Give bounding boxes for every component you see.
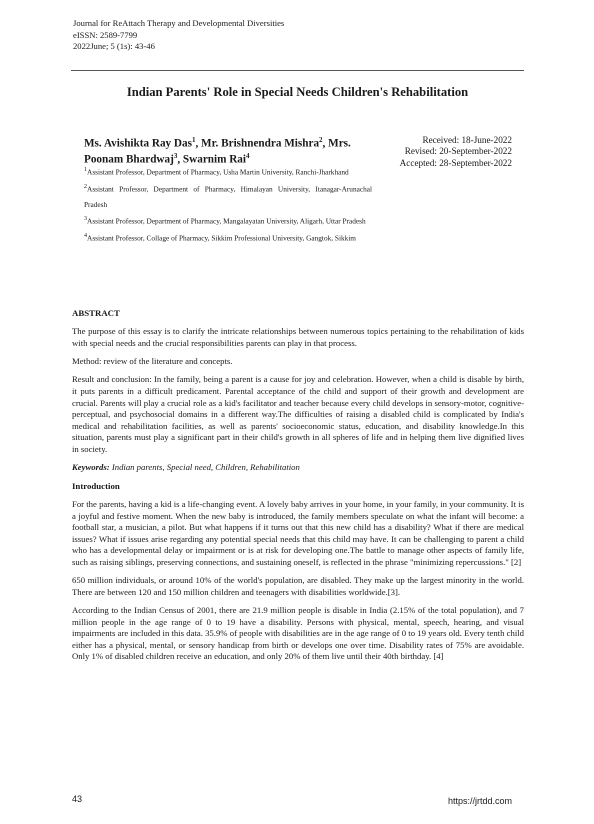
article-title: Indian Parents' Role in Special Needs Children's Rehabilitation (126, 85, 469, 99)
author-sup: 3 (173, 152, 178, 161)
author-name: Ms. Avishikta Ray Das (84, 137, 192, 150)
author-list: Ms. Avishikta Ray Das$^1$, Mr. Brishnendra Mishra$^2$, Mrs. Poonam Bhardwaj$^3$, Swarnim Rai$^4$ (84, 136, 351, 167)
abstract-result: Result and conclusion: In the family, being a parent is a cause for joy and celebration. However, when a child is disable by birth, it puts parents in a difficult predicament. Parental acceptance of the child and support of their growth and development are crucial. Parents will play a crucial role as a kid's facilitator and teacher because every child develops in sensory-motor, cognitive-perceptual, and psychosocial domains in a different way.The difficulties of raising a disabled child is complicated by India's medical and rehabilitation facilities, as well as parents' socioeconomic status, education, and disability knowledge.In this situation, parents must play a significant part in their child's growth in all spheres of life and in helping them live dignified lives in society. (72, 374, 524, 454)
keywords-text: Indian parents, Special need, Children, Rehabilitation (111, 462, 300, 473)
author-name: Mr. Brishnendra Mishra (201, 137, 320, 150)
author-name: Mrs. Poonam Bhardwaj (84, 137, 351, 167)
article-dates (380, 135, 512, 169)
author-sup: 1 (191, 136, 196, 144)
revised-date: Revised: 20-September-2022 (404, 146, 512, 157)
accepted-date: Accepted: 28-September-2022 (399, 157, 512, 168)
received-date: Received: 18-June-2022 (422, 135, 512, 145)
introduction-paragraph: For the parents, having a kid is a life-changing event. A lovely baby arrives in your home, in your family, in your community. It is a joyful and festive moment. When the new baby is introduced, the family members speculate on what the infant will become: a football star, a musician, a pilot. But what happens if it turns out that this new child has a disability? What if there are medical issues? What if issues arise regarding any potential special needs that this child may have. It can be challenging to parent a child who has a developmental delay or impairment or is at risk for developing one.The battle to manage other aspects of family life, such as raising siblings, preserving connections, and sustaining oneself, is reflected in the phrase "minimizing repercussions." [2] (72, 498, 524, 567)
author-sup: 2 (319, 136, 323, 144)
affiliation-sup: 2 (84, 183, 88, 190)
introduction-paragraph: According to the Indian Census of 2001, there are 21.9 million people is disable in India (2.15% of the total population), and 7 million people in the age range of 0 to 19 have a disability. Persons with physical, mental, speech, hearing, and visual impairments are included in this data. 35.9% of people with disabilities are in the age range of 0 to 19 years old. Every tenth child either has a physical, mental, or sensory handicap from birth or develops one over time. Disability rates of 75% are avoidable. Only 1% of disabled children receive an education, and only 20% of them live until their 40th birthday. [4] (72, 605, 524, 662)
author-name: Swarnim Rai (182, 154, 247, 167)
journal-url[interactable]: https://jrtdd.com (448, 796, 513, 806)
header-divider (71, 70, 524, 71)
affiliation-sup: 3 (84, 216, 88, 223)
keywords (72, 462, 524, 474)
abstract-purpose: The purpose of this essay is to clarify the intricate relationships between numerous topics pertaining to the rehabilitation of kids with special needs and the crucial responsibilities parents can play in that process. (72, 326, 524, 348)
author-sup: 4 (246, 152, 250, 161)
article-body (72, 308, 524, 670)
abstract-method: Method: review of the literature and concepts. (72, 356, 233, 367)
affiliation-sup: 4 (84, 232, 88, 239)
affiliation-text: Assistant Professor, Department of Pharmacy, Usha Martin University, Ranchi-Jharkhand (87, 167, 349, 177)
affiliation-list (84, 163, 372, 246)
affiliation-text: Assistant Professor, Department of Pharmacy, Himalayan University, Itanagar-Arunachal Pradesh (84, 184, 372, 209)
journal-issue: 2022June; 5 (1s): 43-46 (73, 41, 155, 52)
journal-name: Journal for ReAttach Therapy and Developmental Diversities (73, 18, 285, 28)
journal-eissn: eISSN: 2589-7799 (73, 29, 138, 40)
keywords-label: Keywords: (72, 462, 110, 473)
affiliation (84, 163, 372, 180)
affiliation (84, 180, 372, 212)
affiliation (84, 212, 372, 229)
journal-header (73, 18, 284, 53)
affiliation-text: Assistant Professor, Collage of Pharmacy, Sikkim Professional University, Gangtok, Sikkim (87, 233, 356, 243)
introduction-heading: Introduction (72, 480, 120, 491)
introduction-paragraph: 650 million individuals, or around 10% of the world's population, are disabled. They make up the largest minority in the world. There are between 120 and 150 million children and teenagers with disabilities worldwide.[3]. (72, 575, 524, 597)
abstract-heading: ABSTRACT (72, 308, 120, 318)
affiliation-text: Assistant Professor, Department of Pharmacy, Mangalayatan University, Aligarh, Uttar Pradesh (87, 216, 366, 226)
affiliation (84, 229, 372, 246)
affiliation-sup: 1 (84, 167, 88, 173)
page-number: 43 (72, 794, 83, 804)
